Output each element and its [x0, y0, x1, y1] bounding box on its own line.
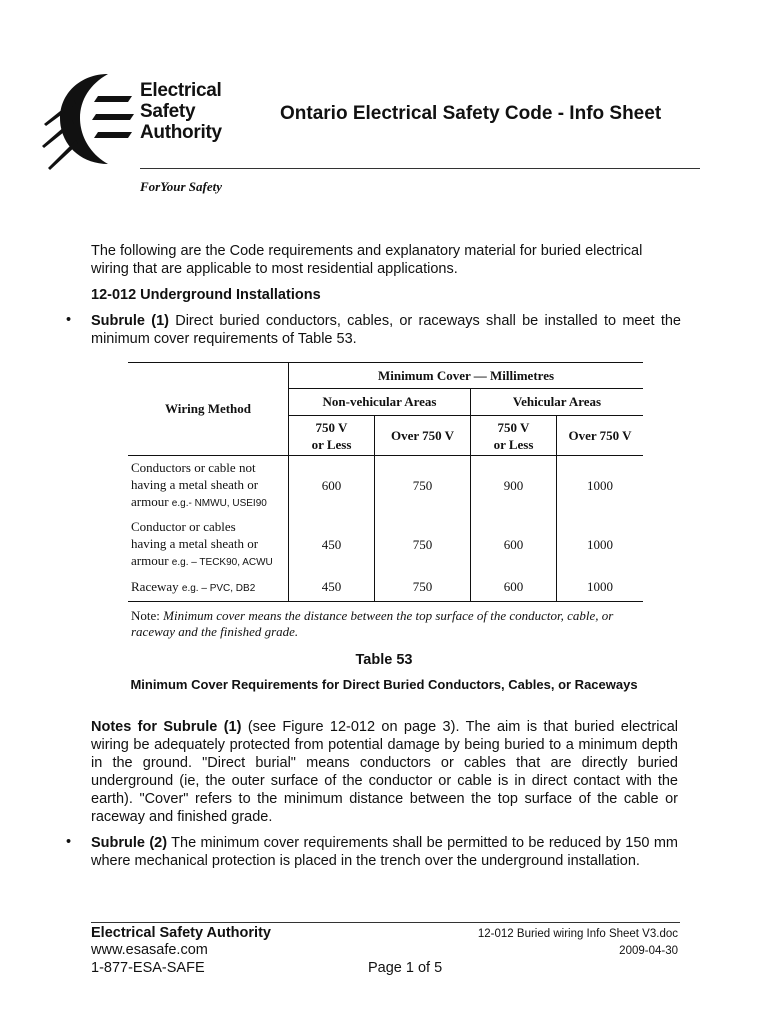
table-row: [128, 574, 643, 602]
header-over-750-vehicular: Over 750 V: [557, 416, 644, 456]
subrule-2-text: The minimum cover requirements shall be permitted to be reduced by 150 mm where mechanical protection is placed in the trench over the underground installation.: [91, 835, 678, 869]
footer-phone: 1-877-ESA-SAFE: [91, 960, 205, 976]
header-750-line1: 750 V: [497, 419, 530, 435]
cell-value: 450: [289, 516, 375, 574]
cell-value: 1000: [587, 477, 613, 493]
bullet-icon: •: [66, 312, 72, 328]
subrule-1-text: Direct buried conductors, cables, or raceways shall be installed to meet the minimum cover requirements of Table 53.: [91, 313, 681, 347]
cell-value: 750: [375, 456, 471, 516]
cell-value: 600: [471, 516, 557, 574]
header-750-line2: or Less: [311, 436, 352, 452]
table-row: [128, 456, 643, 516]
header-over-750: Over 750 V: [375, 416, 471, 456]
esa-logo-icon: [40, 70, 135, 170]
logo-line-electrical: Electrical: [140, 80, 222, 101]
cell-value: 1000: [587, 536, 613, 552]
row-method: [128, 574, 289, 602]
row-method-line: having a metal sheath or: [131, 536, 259, 551]
page-number: Page 1 of 5: [368, 960, 443, 976]
row-method-line: having a metal sheath or: [131, 477, 259, 493]
cell-value: 750: [375, 574, 471, 602]
logo-wordmark: [140, 80, 222, 143]
subrule-2-paragraph: [91, 834, 678, 870]
subrule-1-label: Subrule (1): [91, 313, 169, 329]
section-heading: 12-012 Underground Installations: [91, 287, 321, 303]
subrule-1-paragraph: [91, 312, 681, 348]
header-wiring-method: Wiring Method: [128, 363, 289, 456]
header-750-line1: 750 V: [315, 419, 348, 435]
notes-paragraph: [91, 718, 678, 826]
row-method: [128, 516, 289, 574]
cell-value: 900: [471, 456, 557, 516]
bullet-icon: •: [66, 834, 72, 850]
subrule-2-label: Subrule (2): [91, 835, 168, 851]
table-note-label: Note:: [131, 608, 160, 623]
table-note: [131, 608, 651, 640]
row-method-line: Conductor or cables: [131, 519, 236, 534]
cell-value: 1000: [557, 574, 644, 602]
tagline: ForYour Safety: [140, 179, 222, 194]
row-method-armour: armour: [131, 494, 169, 510]
notes-label: Notes for Subrule (1): [91, 719, 242, 735]
intro-paragraph: The following are the Code requirements and explanatory material for buried electrical wiring that are applicable to most residential applications.: [91, 243, 643, 277]
logo-line-authority: Authority: [140, 122, 222, 143]
header-750-or-less-vehicular: [471, 416, 557, 456]
header-750-or-less: [289, 416, 375, 456]
row-method-armour: armour: [131, 553, 169, 568]
footer-org: Electrical Safety Authority: [91, 925, 271, 941]
cell-value: 600: [471, 574, 557, 602]
header-non-vehicular: Non-vehicular Areas: [289, 389, 471, 416]
notes-text: (see Figure 12-012 on page 3). The aim is that buried electrical wiring be adequately protected from potential damage by being buried to a minimum depth in the ground. "Direct burial" means conductors or cables that are directly buried underground (ie, the outer surface of the conductor or cable is in direct contact with the earth). "Cover" refers to the minimum distance between the top surface of the cable or raceway and finished grade.: [91, 719, 678, 825]
table-note-text: Minimum cover means the distance between the top surface of the conductor, cable, or raceway and the finished grade.: [131, 608, 614, 639]
row-example: e.g. – PVC, DB2: [181, 583, 256, 595]
row-method-line: Conductors or cable not: [131, 460, 256, 476]
cell-value: 450: [289, 574, 375, 602]
row-method-raceway: Raceway: [131, 579, 179, 595]
footer-date: 2009-04-30: [619, 945, 678, 957]
row-example: e.g.- NMWU, USEI90: [171, 498, 267, 510]
header-minimum-cover: Minimum Cover — Millimetres: [289, 363, 644, 389]
header-vehicular: Vehicular Areas: [471, 389, 644, 416]
header-divider: [140, 168, 700, 169]
row-example: e.g. – TECK90, ACWU: [171, 557, 273, 568]
page-title: Ontario Electrical Safety Code - Info Sheet: [280, 103, 662, 124]
table-caption: Table 53: [355, 652, 413, 668]
footer-filename: 12-012 Buried wiring Info Sheet V3.doc: [477, 928, 678, 940]
table-53: [128, 362, 645, 642]
table-subcaption: Minimum Cover Requirements for Direct Buried Conductors, Cables, or Raceways: [130, 677, 638, 692]
cell-value: 750: [375, 516, 471, 574]
cover-table: [128, 362, 643, 602]
footer-website-link[interactable]: www.esasafe.com: [91, 942, 208, 958]
row-method-line: [131, 552, 288, 571]
row-method: [128, 456, 289, 516]
logo-line-safety: Safety: [140, 101, 196, 122]
table-row: [128, 516, 643, 574]
cell-value: 600: [289, 456, 375, 516]
row-method-line: [131, 493, 288, 512]
footer-divider: [91, 922, 680, 923]
header-750-line2: or Less: [493, 436, 534, 452]
